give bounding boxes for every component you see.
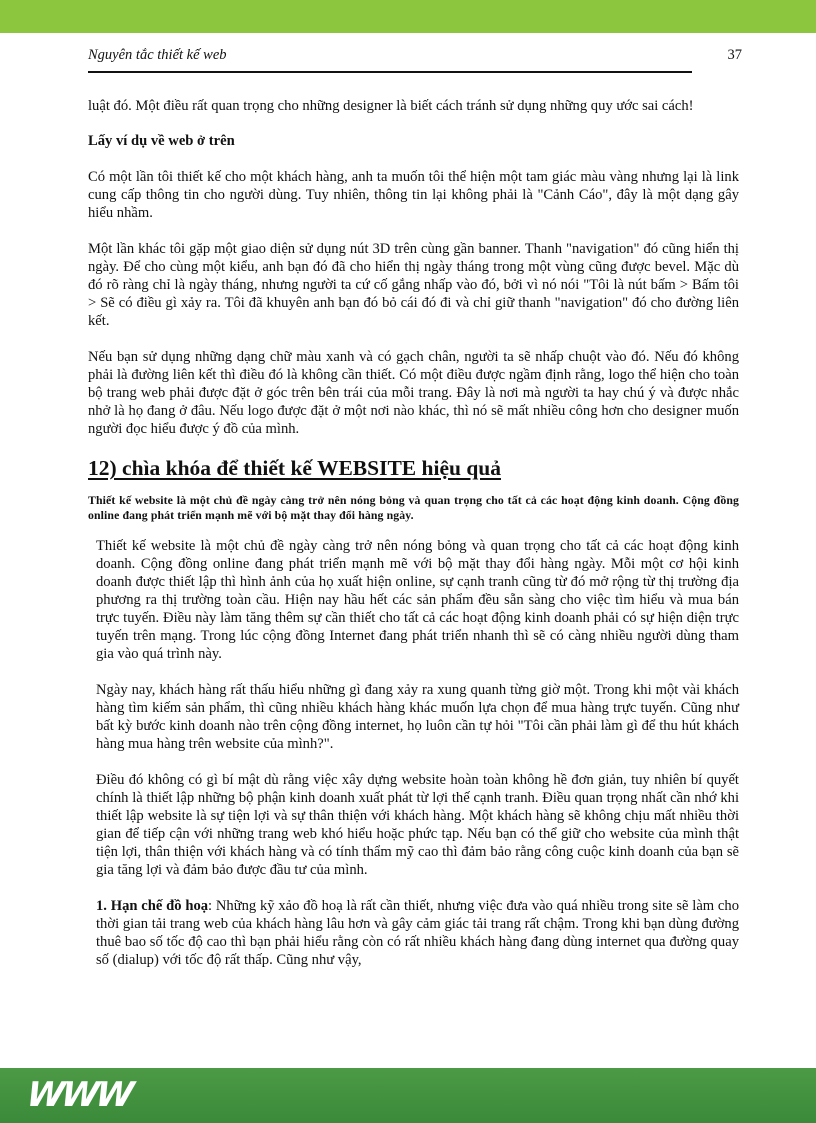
paragraph: Ngày nay, khách hàng rất thấu hiểu những gì đang xảy ra xung quanh từng giờ một. Trong khi một vài khách hàng tìm kiếm sản phẩm, thì cũng nhiều khách hàng khác muốn lựa chọn để mua hàng trực tuyến. Cũng như bất kỳ bước kinh doanh nào trên cộng đồng internet, họ luôn cần tự hỏi "Tôi cần phải làm gì để thu hút khách hàng mua hàng trên website của mình?".: [96, 682, 739, 752]
list-item-1: [96, 897, 739, 969]
page-content: [88, 97, 739, 969]
paragraph: Một lần khác tôi gặp một giao diện sử dụng nút 3D trên cùng gần banner. Thanh "navigation" đó cũng hiển thị ngày. Để cho cùng một kiểu, anh bạn đó đã cho hiển thị ngày tháng trong một vùng cũng được bevel. Mặc dù đó rõ ràng chỉ là ngày tháng, nhưng người ta cứ cố gắng nhấp vào đó, bởi vì nó nói "Tôi là nút bấm > Bấm tôi > Sẽ có điều gì xảy ra. Tôi đã khuyên anh bạn đó bỏ cái đó đi và chỉ giữ thanh "navigation" đó cho đường liên kết.: [88, 241, 739, 329]
section-title: 12) chìa khóa để thiết kế WEBSITE hiệu quả: [88, 456, 501, 480]
bottom-green-band: [0, 1068, 816, 1123]
page-header: [88, 47, 742, 67]
page-number: 37: [727, 47, 742, 63]
header-title: Nguyên tắc thiết kế web: [88, 47, 227, 63]
top-green-band: [0, 0, 816, 33]
list-item-label: 1. Hạn chế đồ hoạ: [96, 898, 209, 914]
paragraph: Điều đó không có gì bí mật dù rằng việc xây dựng website hoàn toàn không hề đơn giản, tuy nhiên bí quyết chính là thiết lập những bộ phận kinh doanh xuất phát từ lợi thế cạnh tranh. Điều quan trọng nhất cần nhớ khi thiết lập website là sự tiện lợi và sự thân thiện với khách hàng. Một khách hàng sẽ không chịu mất nhiều thời gian để tiếp cận với những trang web khó hiểu hoặc phức tạp. Nếu bạn có thể giữ cho website của mình thật tiện lợi, thân thiện với khách hàng và có tính thẩm mỹ cao thì đảm bảo rằng công cuộc kinh doanh của bạn sẽ gia tăng lợi và đảm bảo được đầu tư của mình.: [96, 772, 739, 878]
paragraph: Thiết kế website là một chủ đề ngày càng trở nên nóng bỏng và quan trọng cho tất cả các hoạt động kinh doanh. Cộng đồng online đang phát triển mạnh mẽ với bộ mặt thay đổi hàng ngày. Mỗi một cơ hội kinh doanh được thiết lập thì hình ảnh của họ xuất hiện online, sự cạnh tranh cũng từ đó mở rộng từ thị trường địa phương ra thị trường toàn cầu. Hiện nay hầu hết các sản phẩm đều sẵn sàng cho việc tìm hiểu và mua bán trực tuyến. Điều này làm tăng thêm sự cần thiết cho tất cả các hoạt động kinh doanh phải có sự hiện diện trực tuyến trên mạng. Trong lúc cộng đồng Internet đang phát triển nhanh thì sẽ có càng nhiều người dùng tham gia vào quá trình này.: [96, 538, 739, 662]
list-item-text: : Những kỹ xảo đồ hoạ là rất cần thiết, nhưng việc đưa vào quá nhiều trong site sẽ làm cho thời gian tải trang web của khách hàng lâu hơn và gây cảm giác tải trang rất chậm. Trong khi bạn dùng đường thuê bao số tốc độ cao thì bạn phải hiểu rằng còn có rất nhiều khách hàng đang dùng internet qua đường quay số (dialup) với tốc độ rất thấp. Cũng như vậy,: [96, 898, 740, 968]
header-rule: [88, 71, 692, 73]
paragraph: luật đó. Một điều rất quan trọng cho những designer là biết cách tránh sử dụng những quy ước sai cách!: [88, 98, 694, 114]
paragraph: Có một lần tôi thiết kế cho một khách hàng, anh ta muốn tôi thể hiện một tam giác màu vàng nhưng lại là link cung cấp thông tin cho người dùng. Tuy nhiên, thông tin lại không phải là "Cảnh Cáo", đây là một dạng gây hiểu nhầm.: [88, 169, 739, 221]
www-logo: WWW: [24, 1075, 134, 1115]
section-body: [88, 537, 739, 969]
example-heading: Lấy ví dụ về web ở trên: [88, 133, 235, 149]
section-lead: Thiết kế website là một chủ đề ngày càng trở nên nóng bỏng và quan trọng cho tất cả các hoạt động kinh doanh. Cộng đồng online đang phát triển mạnh mẽ với bộ mặt thay đổi hàng ngày.: [88, 493, 739, 522]
paragraph: Nếu bạn sử dụng những dạng chữ màu xanh và có gạch chân, người ta sẽ nhấp chuột vào đó. Nếu đó không phải là đường liên kết thì điều đó là không cần thiết. Có một điều được ngầm định rằng, logo thể hiện cho toàn bộ trang web phải được đặt ở góc trên bên trái của mỗi trang. Đây là nơi mà người ta hay chú ý và được nhắc nhở là họ đang ở đâu. Nếu logo được đặt ở một nơi nào khác, thì nó sẽ mất nhiều công hơn cho designer muốn người đọc hiểu được ý đồ của mình.: [88, 349, 739, 437]
